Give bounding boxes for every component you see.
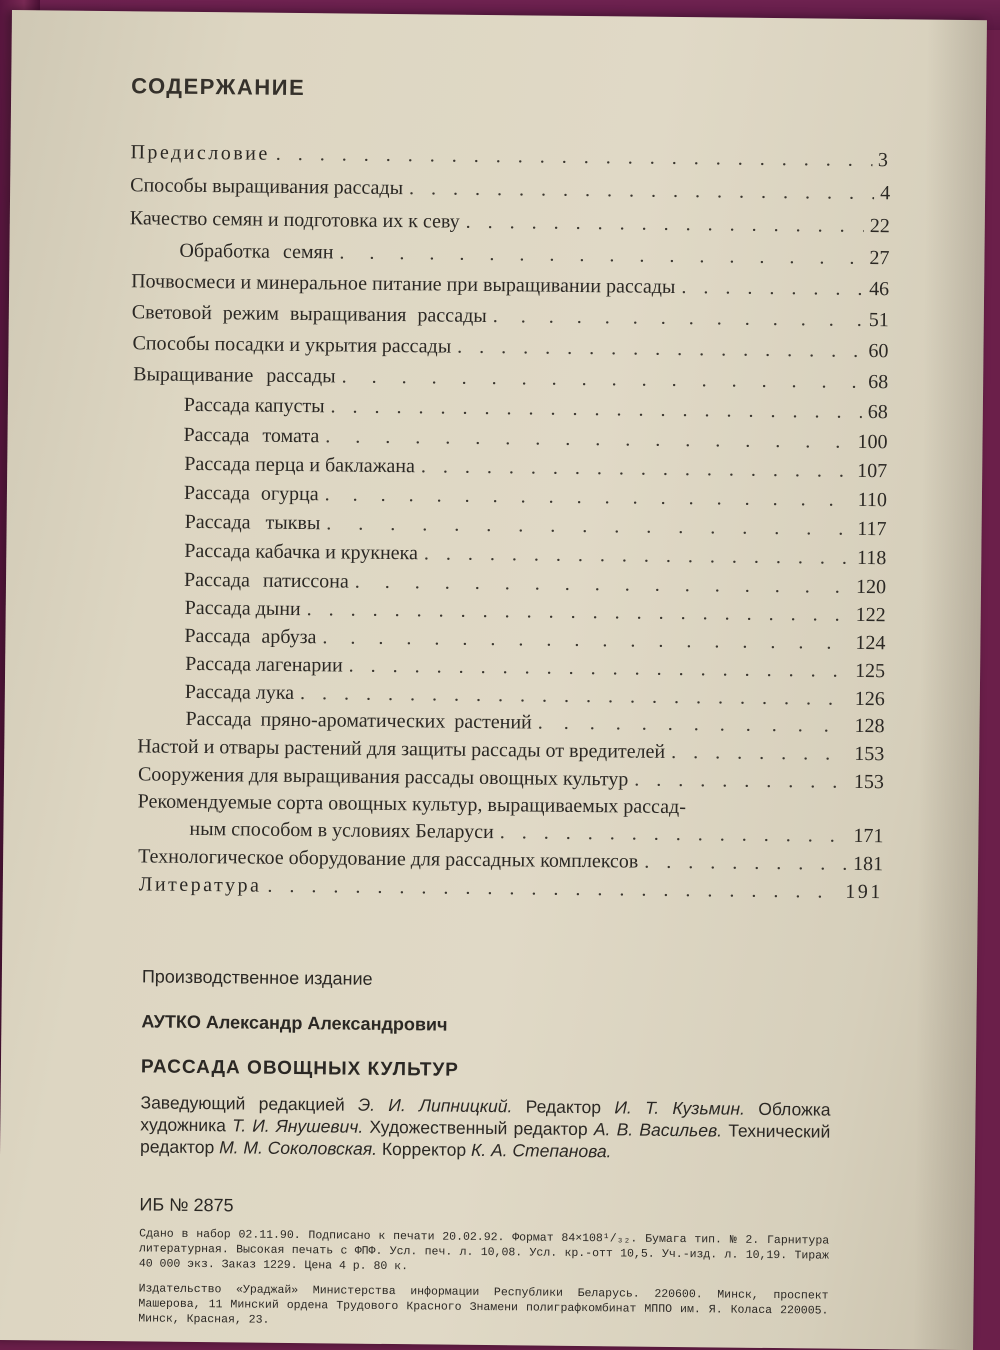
- toc-entry-label: Способы посадки и укрытия рассады: [132, 332, 452, 358]
- toc-entry-label: Рассада капусты: [183, 393, 325, 418]
- toc-leader-dots: [466, 211, 864, 238]
- toc-entry: [130, 174, 890, 210]
- toc-entry-page: 4: [880, 182, 891, 205]
- toc-entry: [179, 240, 889, 275]
- toc-leader-dots: [538, 712, 849, 738]
- author-name: АУТКО Александр Александрович: [141, 1011, 448, 1035]
- toc-leader-dots: [421, 455, 852, 483]
- book-title: РАССАДА ОВОЩНЫХ КУЛЬТУР: [140, 1056, 460, 1081]
- edition-type: Производственное издание: [141, 966, 373, 989]
- ib-number: ИБ № 2875: [139, 1194, 234, 1216]
- toc-leader-dots: [671, 741, 848, 766]
- toc-entry-page: 120: [855, 575, 887, 599]
- table-of-contents: [11, 140, 986, 904]
- toc-leader-dots: [493, 305, 863, 332]
- toc-entry-page: 126: [854, 687, 885, 711]
- toc-leader-dots: [349, 655, 850, 683]
- page-shadow: [913, 20, 987, 1350]
- credit-name: И. Т. Кузьмин.: [614, 1097, 746, 1119]
- toc-entry-page: 46: [869, 277, 890, 301]
- book-page: [0, 10, 987, 1350]
- toc-entry-page: 191: [845, 880, 883, 904]
- credit-name: А. В. Васильев.: [593, 1119, 723, 1141]
- toc-leader-dots: [681, 276, 863, 301]
- toc-leader-dots: [342, 365, 863, 393]
- toc-leader-dots: [424, 542, 851, 569]
- toc-entry-page: 110: [857, 488, 888, 512]
- credit-text: Художественный редактор: [363, 1116, 595, 1140]
- print-details: Сдано в набор 02.11.90. Подписано к печати 20.02.92. Формат 84×108¹/₃₂. Бумага тип. № 2. Гарнитура литературная. Высокая печать с ФПФ. Усл. печ. л. 10,08. Усл. кр.-отт 10,5. Уч.-изд. л. 10,19. Тираж 40 000 экз. Заказ 1229. Цена 4 р. 80 к.: [138, 1227, 830, 1274]
- toc-entry-label: Рассада кабачка и крукнека: [184, 539, 419, 565]
- publisher-info: Издательство «Ураджай» Министерства информации Республики Беларусь. 220600. Минск, проспект Машерова, 11 Минский ордена Трудового Красного Знамени полиграфкомбинат МППО им. Я. Коласа 220005. Минск, Красная, 23.: [138, 1282, 829, 1327]
- toc-leader-dots: [355, 571, 850, 599]
- toc-entry: [130, 207, 890, 243]
- toc-entry-label: Сооружения для выращивания рассады овощных культур: [137, 763, 629, 791]
- toc-entry-label: Обработка семян: [179, 239, 334, 264]
- toc-entry-label: Рассада томата: [183, 423, 320, 448]
- toc-entry: [132, 301, 889, 337]
- toc-entry-label: Настой и отвары растений для защиты рассады от вредителей: [137, 735, 666, 763]
- toc-leader-dots: [330, 395, 861, 424]
- toc-entry-label: Рассада дыни: [184, 596, 301, 621]
- credit-text: Корректор: [376, 1138, 472, 1160]
- toc-entry-page: 68: [868, 370, 889, 394]
- toc-entry-label: Рекомендуемые сорта овощных культур, выращиваемых рассад-: [137, 790, 687, 819]
- toc-leader-dots: [325, 425, 851, 454]
- toc-entry-page: 107: [857, 459, 888, 483]
- toc-entry-page: 128: [854, 714, 885, 738]
- toc-entry-label: Предисловие: [130, 141, 270, 165]
- toc-entry-label: Качество семян и подготовка их к севу: [129, 207, 460, 233]
- toc-entry-page: 125: [855, 659, 886, 683]
- toc-entry-page: 3: [877, 149, 891, 172]
- toc-leader-dots: [644, 851, 847, 876]
- toc-entry-label: Рассада тыквы: [184, 510, 321, 535]
- toc-leader-dots: [322, 626, 849, 655]
- toc-leader-dots: [276, 143, 872, 172]
- toc-entry-page: 181: [852, 852, 884, 876]
- toc-leader-dots: [457, 336, 863, 363]
- credit-text: Обложка художника: [140, 1098, 831, 1136]
- toc-entry: [184, 394, 888, 429]
- toc-entry-label: Рассада перца и баклажана: [184, 452, 416, 478]
- credit-text: Редактор: [512, 1096, 615, 1118]
- toc-entry-label: Рассада лука: [184, 680, 295, 704]
- toc-entry-page: 100: [857, 430, 888, 454]
- credit-text: Технический редактор: [140, 1120, 831, 1158]
- toc-leader-dots: [409, 177, 874, 205]
- toc-entry-page: 171: [853, 824, 884, 848]
- toc-entry-page: 22: [869, 214, 890, 238]
- toc-leader-dots: [325, 483, 852, 512]
- toc-entry-label: Рассада арбуза: [184, 624, 317, 649]
- credit-name: Э. И. Липницкий.: [357, 1094, 513, 1117]
- toc-title: СОДЕРЖАНИЕ: [131, 73, 306, 101]
- toc-leader-dots: [634, 769, 848, 794]
- toc-entry-label: Технологическое оборудование для рассадных комплексов: [138, 845, 639, 873]
- toc-entry: [132, 332, 888, 368]
- toc-entry-label: Рассада лагенарии: [185, 652, 343, 677]
- toc-entry-page: 51: [868, 308, 889, 332]
- toc-leader-dots: [339, 241, 863, 269]
- toc-entry-label: Почвосмеси и минеральное питание при выращивании рассады: [131, 270, 676, 298]
- toc-entry-label: ным способом в условиях Беларуси: [189, 817, 494, 844]
- toc-leader-dots: [267, 875, 839, 904]
- toc-entry-page: 60: [868, 339, 889, 363]
- toc-entry-label: Литература: [138, 873, 262, 897]
- toc-entry-label: Выращивание рассады: [133, 363, 336, 388]
- editorial-credits: [140, 1091, 831, 1164]
- credit-name: К. А. Степанова.: [470, 1139, 612, 1162]
- toc-leader-dots: [500, 821, 848, 848]
- toc-entry-label: Способы выращивания рассады: [130, 174, 404, 200]
- toc-entry-label: Рассада патиссона: [183, 568, 349, 593]
- credit-name: Т. И. Янушевич.: [232, 1115, 364, 1137]
- toc-entry-label: Рассада огурца: [183, 481, 319, 506]
- toc-leader-dots: [300, 682, 849, 711]
- toc-entry-page: 122: [855, 603, 886, 627]
- toc-entry-label: Рассада пряно-ароматических растений: [185, 707, 532, 734]
- toc-leader-dots: [307, 598, 850, 627]
- toc-entry-page: 118: [856, 546, 887, 570]
- toc-entry-page: 153: [853, 770, 885, 794]
- toc-entry-page: 117: [857, 517, 887, 541]
- credit-text: Заведующий редакцией: [140, 1092, 359, 1115]
- toc-entry-page: 153: [854, 742, 885, 766]
- toc-entry-page: 68: [867, 400, 888, 424]
- credit-name: М. М. Соколовская.: [219, 1137, 378, 1159]
- toc-entry: [130, 141, 890, 177]
- toc-entry: [131, 270, 889, 306]
- toc-entry-page: 27: [869, 246, 890, 270]
- toc-entry-label: Световой режим выращивания рассады: [131, 301, 487, 327]
- toc-entry-page: 124: [855, 631, 886, 655]
- toc-leader-dots: [326, 512, 851, 540]
